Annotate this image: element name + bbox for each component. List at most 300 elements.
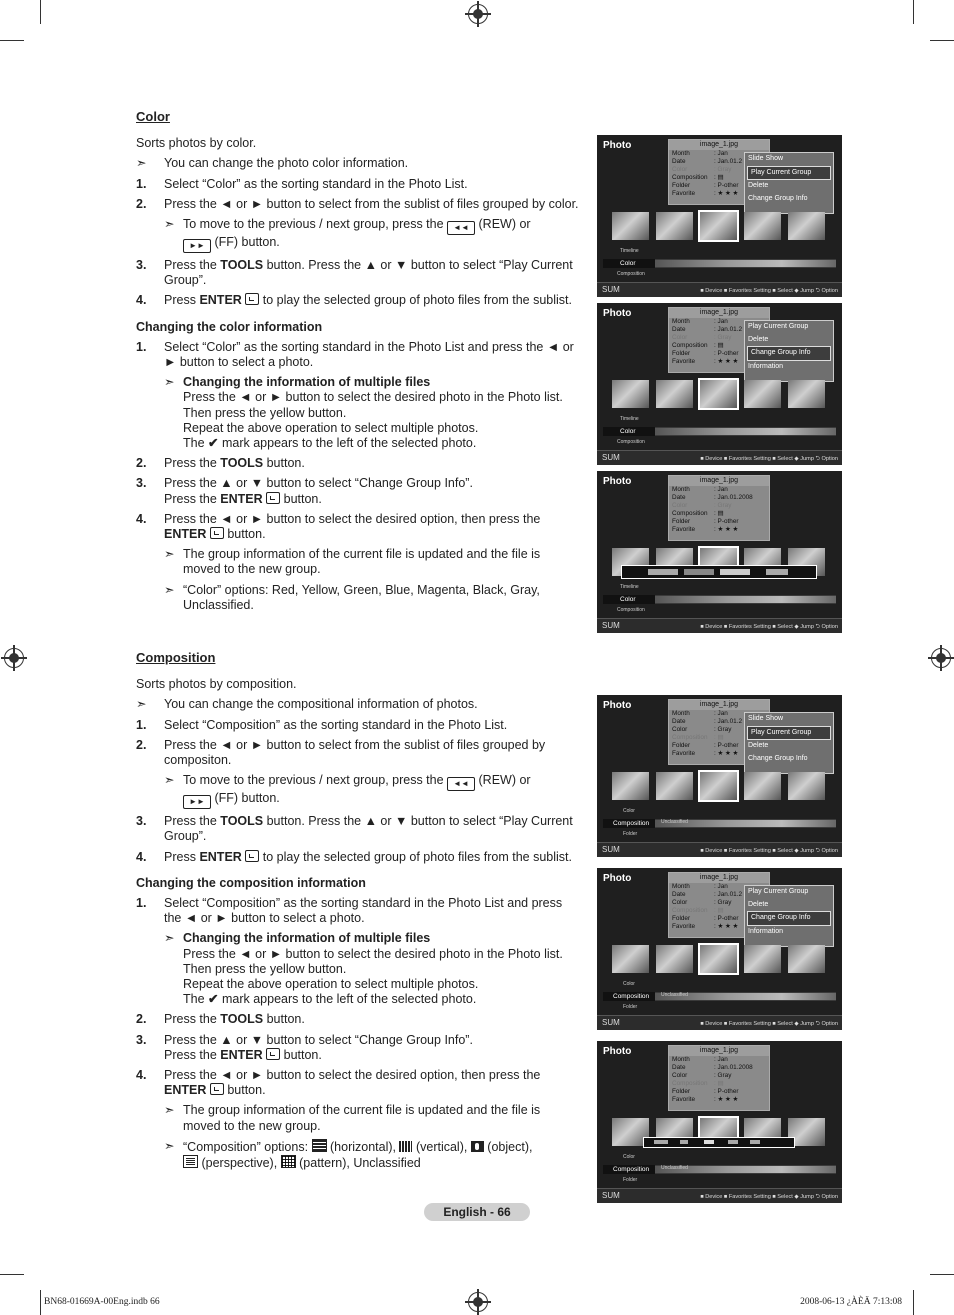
multi-files-note xyxy=(164,931,581,1007)
file-info-table xyxy=(672,150,742,198)
info-value: : Gray xyxy=(714,502,732,509)
screen-footer xyxy=(597,1188,842,1203)
info-value: : P-other xyxy=(714,1088,739,1095)
note-text-part: (REW) or xyxy=(475,217,531,232)
tv-screen-color-tools xyxy=(597,135,842,297)
file-info-table xyxy=(672,318,742,366)
screen-footer xyxy=(597,842,842,857)
step-text-part: button. xyxy=(280,1047,322,1062)
sum-label: SUM xyxy=(602,1018,620,1027)
note-text xyxy=(183,773,531,809)
registration-mark-icon xyxy=(468,1292,488,1312)
arrow-icon: ➣ xyxy=(136,697,147,712)
info-value: : Jan xyxy=(714,1056,728,1063)
step-text: Press the ◄ or ► button to select the desired option, then press the xyxy=(164,1068,541,1083)
composition-step-4 xyxy=(136,850,581,865)
file-info-table xyxy=(672,710,742,758)
info-label: Month xyxy=(672,710,690,717)
file-name: image_1.jpg xyxy=(669,140,769,150)
multi-line: Press the ◄ or ► button to select the desired photo in the Photo list. xyxy=(183,946,563,961)
arrow-icon: ➣ xyxy=(164,1103,175,1118)
info-value: : Jan xyxy=(714,710,728,717)
menu-item-change-group-info[interactable]: Change Group Info xyxy=(748,194,808,202)
photo-thumbnail[interactable] xyxy=(656,772,693,800)
option-swatch[interactable] xyxy=(654,1140,668,1144)
crop-mark xyxy=(0,40,24,41)
composition-step-2 xyxy=(136,738,581,809)
multi-files-note xyxy=(164,375,581,451)
file-info-panel xyxy=(668,1045,770,1111)
photo-thumbnail[interactable] xyxy=(612,772,649,800)
composition-value-icon: : ▤ xyxy=(714,510,724,517)
enter-keyword: ENTER xyxy=(199,293,242,308)
step-text-part: button. xyxy=(223,1083,266,1098)
step-body xyxy=(164,476,473,506)
step-text-part: to play the selected group of photo files from the sublist. xyxy=(259,293,572,308)
step-number: 4. xyxy=(136,849,147,864)
arrow-icon: ➣ xyxy=(164,582,175,597)
note-text-part: (REW) or xyxy=(475,773,531,788)
step-number: 3. xyxy=(136,814,147,829)
step-number: 3. xyxy=(136,1032,147,1047)
note-text: You can change the photo color information. xyxy=(164,156,409,171)
photo-thumbnail[interactable] xyxy=(788,212,825,240)
screen-footer xyxy=(597,450,842,465)
menu-item-delete[interactable]: Delete xyxy=(748,742,769,749)
photo-thumbnail[interactable] xyxy=(656,380,693,408)
info-value: : Jan.01.2008 xyxy=(714,1064,753,1071)
page-number-label: English - 66 xyxy=(424,1203,530,1221)
step-note xyxy=(164,1103,581,1133)
info-value: : P-other xyxy=(714,182,739,189)
menu-item-information[interactable]: Information xyxy=(748,362,784,370)
step-text-part: Press the xyxy=(164,258,221,273)
info-value: : Jan xyxy=(714,318,728,325)
sum-label: SUM xyxy=(602,285,620,294)
step-note xyxy=(164,773,581,809)
step-text-part: Press the xyxy=(164,1012,221,1027)
color-step-3 xyxy=(136,258,581,288)
ff-button-icon: ►► xyxy=(183,795,211,809)
color-step-4 xyxy=(136,293,581,308)
rew-button-icon: ◄◄ xyxy=(447,221,475,235)
info-label: Favorite xyxy=(672,526,696,533)
color-change-step-4 xyxy=(136,512,581,613)
crop-mark xyxy=(930,1274,954,1275)
footer-keys: ■ Device ■ Favorites Setting ■ Select ◆ Jump ⮌ Option xyxy=(700,1194,838,1200)
thumbnail-strip xyxy=(612,945,825,973)
file-name: image_1.jpg xyxy=(669,308,769,318)
step-number: 3. xyxy=(136,476,147,491)
crop-mark xyxy=(40,1290,41,1315)
menu-item-slide-show[interactable]: Slide Show xyxy=(748,715,784,722)
info-value: : Jan.01.2 xyxy=(714,718,743,725)
info-label: Month xyxy=(672,1056,690,1063)
note-text-part: (FF) button. xyxy=(211,791,280,806)
photo-thumbnail[interactable] xyxy=(612,945,649,973)
note-text xyxy=(183,1139,532,1171)
step-text: Select “Color” as the sorting standard in the Photo List. xyxy=(164,176,468,191)
photo-thumbnail[interactable] xyxy=(700,212,737,240)
file-info-table xyxy=(672,1056,753,1104)
menu-item-play-current-group[interactable]: Play Current Group xyxy=(748,888,809,895)
step-text: Press the ▲ or ▼ button to select “Change Group Info”. xyxy=(164,1032,473,1047)
rew-button-icon: ◄◄ xyxy=(447,777,475,791)
registration-mark-icon xyxy=(4,648,24,668)
info-label: Folder xyxy=(672,1088,691,1095)
unclassified-label: Unclassified xyxy=(661,1165,688,1171)
note-text-part: To move to the previous / next group, press the xyxy=(183,773,448,788)
menu-item-play-current-group[interactable]: Play Current Group xyxy=(747,166,831,181)
menu-item-slide-show[interactable]: Slide Show xyxy=(748,155,784,162)
crop-mark xyxy=(913,1290,914,1315)
info-label: Date xyxy=(672,158,686,165)
info-value: : Jan.01.2 xyxy=(714,326,743,333)
composition-value-icon: : ▤ xyxy=(714,907,724,914)
note-text-part: (FF) button. xyxy=(211,235,280,250)
sort-bar xyxy=(603,259,836,268)
info-label: Favorite xyxy=(672,1096,696,1103)
current-sort-label: Color xyxy=(603,427,655,436)
menu-item-change-group-info[interactable]: Change Group Info xyxy=(748,754,808,762)
multi-line-part: The xyxy=(183,436,209,451)
step-number: 1. xyxy=(136,896,147,911)
photo-thumbnail[interactable] xyxy=(612,212,649,240)
composition-value-icon: : ▤ xyxy=(714,174,724,181)
prev-sort-label: Timeline xyxy=(620,416,639,422)
crop-mark xyxy=(930,40,954,41)
composition-change-step-2 xyxy=(136,1012,581,1027)
info-label: Month xyxy=(672,150,690,157)
info-value: : P-other xyxy=(714,742,739,749)
info-label: Composition xyxy=(672,734,708,741)
arrow-icon: ➣ xyxy=(164,217,175,232)
arrow-icon: ➣ xyxy=(164,931,175,946)
option-swatch[interactable] xyxy=(720,569,750,575)
color-option-selector[interactable] xyxy=(621,565,817,579)
info-label: Color xyxy=(672,334,688,341)
info-label: Color xyxy=(672,1072,688,1079)
note-text-part: (horizontal), xyxy=(326,1139,400,1154)
current-sort-label: Composition xyxy=(603,1165,655,1174)
file-info-panel xyxy=(668,475,770,541)
info-label: Favorite xyxy=(672,750,696,757)
info-value: : ★ ★ ★ xyxy=(714,526,739,533)
composition-options-note xyxy=(164,1139,581,1171)
info-label: Date xyxy=(672,891,686,898)
photo-thumbnail[interactable] xyxy=(788,380,825,408)
step-note xyxy=(164,547,581,577)
screen-title: Photo xyxy=(603,1046,632,1057)
arrow-icon: ➣ xyxy=(164,547,175,562)
option-swatch[interactable] xyxy=(750,1140,760,1144)
unclassified-label: Unclassified xyxy=(661,992,688,998)
screen-title: Photo xyxy=(603,476,632,487)
step-number: 4. xyxy=(136,511,147,526)
step-text xyxy=(164,456,305,471)
option-swatch[interactable] xyxy=(728,1140,738,1144)
enter-keyword: ENTER xyxy=(199,849,242,864)
thumbnail-strip xyxy=(612,212,825,240)
horizontal-composition-icon xyxy=(312,1139,327,1152)
file-info-table xyxy=(672,486,753,534)
info-label: Favorite xyxy=(672,923,696,930)
composition-value-icon: : ▤ xyxy=(714,342,724,349)
info-value: : Gray xyxy=(714,1072,732,1079)
multi-line: Then press the yellow button. xyxy=(183,961,347,976)
note-text: “Color” options: Red, Yellow, Green, Blue, Magenta, Black, Gray, Unclassified. xyxy=(183,582,540,612)
info-label: Date xyxy=(672,326,686,333)
color-change-step-1 xyxy=(136,340,581,451)
info-value: : Jan.01.2 xyxy=(714,891,743,898)
info-label: Composition xyxy=(672,907,708,914)
step-body xyxy=(164,340,581,451)
multi-line: Press the ◄ or ► button to select the desired photo in the Photo list. xyxy=(183,390,563,405)
pattern-composition-icon xyxy=(281,1155,296,1168)
step-text-part: Press the xyxy=(164,814,221,829)
step-number: 1. xyxy=(136,339,147,354)
step-text: Select “Composition” as the sorting standard in the Photo List. xyxy=(164,717,508,732)
info-label: Date xyxy=(672,1064,686,1071)
tools-keyword: TOOLS xyxy=(220,456,264,471)
crop-mark xyxy=(40,0,41,24)
info-value: : Gray xyxy=(714,334,732,341)
composition-change-step-1 xyxy=(136,896,581,1007)
sum-label: SUM xyxy=(602,1191,620,1200)
info-value: : Jan.01.2008 xyxy=(714,494,753,501)
composition-value-icon: : ▤ xyxy=(714,1080,724,1087)
arrow-icon: ➣ xyxy=(164,773,175,788)
info-value: : ★ ★ ★ xyxy=(714,923,739,930)
multi-line xyxy=(183,992,563,1007)
info-label: Color xyxy=(672,166,688,173)
prev-sort-label: Timeline xyxy=(620,584,639,590)
step-text-part: button. Press the ▲ or ▼ button to select “Play Current Group”. xyxy=(164,258,573,288)
option-swatch[interactable] xyxy=(684,569,714,575)
screen-footer xyxy=(597,282,842,297)
next-sort-label: Composition xyxy=(617,607,645,613)
photo-thumbnail[interactable] xyxy=(744,212,781,240)
note-text: The group information of the current file is updated and the file is moved to the new group. xyxy=(183,547,541,577)
info-value: : P-other xyxy=(714,350,739,357)
photo-thumbnail[interactable] xyxy=(656,945,693,973)
info-label: Composition xyxy=(672,510,708,517)
step-text: Press the ◄ or ► button to select the desired option, then press the xyxy=(164,511,541,526)
check-mark-icon: ✔ xyxy=(208,992,219,1007)
option-swatch[interactable] xyxy=(648,569,678,575)
sort-bar xyxy=(603,427,836,436)
step-number: 2. xyxy=(136,456,147,471)
photo-thumbnail[interactable] xyxy=(744,380,781,408)
note-text: The group information of the current file is updated and the file is moved to the new group. xyxy=(183,1103,541,1133)
current-sort-label: Color xyxy=(603,595,655,604)
photo-thumbnail[interactable] xyxy=(700,380,737,408)
next-sort-label: Folder xyxy=(623,1004,638,1010)
option-swatch[interactable] xyxy=(766,569,788,575)
arrow-icon: ➣ xyxy=(164,375,175,390)
step-note xyxy=(164,217,579,253)
note-text-part: (pattern), Unclassified xyxy=(295,1156,421,1171)
step-body xyxy=(164,197,579,253)
composition-step-1 xyxy=(136,718,581,733)
info-label: Folder xyxy=(672,518,691,525)
screen-title: Photo xyxy=(603,140,632,151)
color-step-1 xyxy=(136,177,581,192)
enter-button-icon xyxy=(266,492,280,504)
info-value: : Gray xyxy=(714,726,732,733)
composition-option-selector[interactable] xyxy=(643,1137,795,1148)
footer-keys: ■ Device ■ Favorites Setting ■ Select ◆ Jump ⮌ Option xyxy=(700,624,838,630)
tv-screen-composition-change-info xyxy=(597,868,842,1030)
step-number: 1. xyxy=(136,717,147,732)
step-text-part: Press xyxy=(164,293,200,308)
group-strip[interactable] xyxy=(655,596,836,603)
photo-thumbnail[interactable] xyxy=(744,945,781,973)
step-text xyxy=(164,814,581,844)
step-body xyxy=(164,1068,581,1171)
sum-label: SUM xyxy=(602,845,620,854)
step-text-part: button. xyxy=(263,1012,305,1027)
step-text-part: Press the xyxy=(164,456,221,471)
photo-thumbnail[interactable] xyxy=(612,380,649,408)
menu-item-delete[interactable]: Delete xyxy=(748,335,769,343)
prev-sort-label: Color xyxy=(623,1154,635,1160)
sum-label: SUM xyxy=(602,621,620,630)
info-label: Color xyxy=(672,899,688,906)
current-sort-label: Composition xyxy=(603,819,655,828)
tv-screen-color-select-option xyxy=(597,471,842,633)
enter-keyword: ENTER xyxy=(220,1047,263,1062)
print-footer-left: BN68-01669A-00Eng.indb 66 xyxy=(44,1297,160,1307)
multi-files-title: Changing the information of multiple files xyxy=(183,375,431,390)
tools-menu xyxy=(744,320,834,382)
prev-sort-label: Color xyxy=(623,808,635,814)
file-info-table xyxy=(672,883,742,931)
sort-bar xyxy=(603,819,836,828)
menu-item-play-current-group[interactable]: Play Current Group xyxy=(748,323,809,330)
sort-bar xyxy=(603,1165,836,1174)
color-change-step-3 xyxy=(136,476,581,506)
step-body xyxy=(164,738,581,809)
tools-menu xyxy=(744,885,834,947)
enter-button-icon xyxy=(210,1083,224,1095)
footer-keys: ■ Device ■ Favorites Setting ■ Select ◆ Jump ⮌ Option xyxy=(700,456,838,462)
sort-bar xyxy=(603,595,836,604)
tools-menu xyxy=(744,152,834,214)
menu-item-change-group-info[interactable]: Change Group Info xyxy=(747,346,831,361)
perspective-composition-icon xyxy=(183,1155,198,1168)
step-number: 2. xyxy=(136,196,147,211)
next-sort-label: Folder xyxy=(623,1177,638,1183)
tv-screen-color-change-info xyxy=(597,303,842,465)
step-text-part: Press xyxy=(164,849,200,864)
info-value: : Gray xyxy=(714,899,732,906)
photo-thumbnail[interactable] xyxy=(744,772,781,800)
menu-item-play-current-group[interactable]: Play Current Group xyxy=(747,726,831,741)
photo-thumbnail[interactable] xyxy=(656,212,693,240)
enter-button-icon xyxy=(245,293,259,305)
note-text-part: (vertical), xyxy=(412,1139,471,1154)
info-value: : Jan xyxy=(714,486,728,493)
step-number: 2. xyxy=(136,737,147,752)
info-label: Folder xyxy=(672,915,691,922)
photo-thumbnail[interactable] xyxy=(700,945,737,973)
group-strip[interactable] xyxy=(655,428,836,435)
vertical-composition-icon xyxy=(399,1141,412,1152)
info-label: Date xyxy=(672,718,686,725)
option-swatch[interactable] xyxy=(680,1140,688,1144)
thumbnail-strip xyxy=(612,772,825,800)
info-value: : ★ ★ ★ xyxy=(714,1096,739,1103)
footer-keys: ■ Device ■ Favorites Setting ■ Select ◆ Jump ⮌ Option xyxy=(700,1021,838,1027)
menu-item-delete[interactable]: Delete xyxy=(748,900,769,908)
color-intro: Sorts photos by color. xyxy=(136,136,257,151)
option-swatch[interactable] xyxy=(704,1140,714,1144)
enter-keyword: ENTER xyxy=(164,527,207,542)
tools-menu xyxy=(744,712,834,774)
step-text-part: to play the selected group of photo files from the sublist. xyxy=(259,849,572,864)
step-text: Select “Composition” as the sorting standard in the Photo List and press the ◄ or ► button to select a photo. xyxy=(164,896,563,926)
photo-thumbnail[interactable] xyxy=(700,772,737,800)
step-text-part: button. Press the ▲ or ▼ button to select “Play Current Group”. xyxy=(164,814,573,844)
print-footer-right: 2008-06-13 ¿ÀÈÄ 7:13:08 xyxy=(800,1297,902,1307)
color-options-note xyxy=(164,583,581,613)
footer-keys: ■ Device ■ Favorites Setting ■ Select ◆ Jump ⮌ Option xyxy=(700,288,838,294)
info-label: Folder xyxy=(672,350,691,357)
group-strip[interactable] xyxy=(655,260,836,267)
step-number: 2. xyxy=(136,1012,147,1027)
info-value: : Jan.01.2 xyxy=(714,158,743,165)
info-value: : Gray xyxy=(714,166,732,173)
note-text xyxy=(183,217,531,253)
menu-item-delete[interactable]: Delete xyxy=(748,182,769,189)
screen-title: Photo xyxy=(603,873,632,884)
info-label: Color xyxy=(672,726,688,733)
multi-line-part: mark appears to the left of the selected photo. xyxy=(218,992,477,1007)
composition-change-step-3 xyxy=(136,1033,581,1063)
info-value: : Jan xyxy=(714,150,728,157)
sum-label: SUM xyxy=(602,453,620,462)
info-label: Composition xyxy=(672,342,708,349)
step-number: 1. xyxy=(136,176,147,191)
menu-item-information[interactable]: Information xyxy=(748,927,784,935)
composition-change-heading: Changing the composition information xyxy=(136,875,366,890)
crop-mark xyxy=(913,0,914,24)
step-body xyxy=(164,896,581,1007)
check-mark-icon: ✔ xyxy=(208,436,219,451)
info-label: Month xyxy=(672,486,690,493)
composition-change-step-4 xyxy=(136,1068,581,1171)
enter-button-icon xyxy=(266,1048,280,1060)
menu-item-change-group-info[interactable]: Change Group Info xyxy=(747,911,831,926)
step-text xyxy=(164,258,581,288)
step-text-part: button. xyxy=(223,527,266,542)
tools-keyword: TOOLS xyxy=(220,1012,264,1027)
registration-mark-icon xyxy=(931,648,951,668)
object-composition-icon xyxy=(471,1141,484,1152)
current-sort-label: Color xyxy=(603,259,655,268)
tv-screen-composition-select-option xyxy=(597,1041,842,1203)
composition-intro: Sorts photos by composition. xyxy=(136,677,297,692)
next-sort-label: Composition xyxy=(617,271,645,277)
step-text-part: Press the xyxy=(164,491,221,506)
photo-thumbnail[interactable] xyxy=(788,772,825,800)
step-text xyxy=(164,850,572,865)
arrow-icon: ➣ xyxy=(164,1138,175,1153)
color-change-step-2 xyxy=(136,456,581,471)
photo-thumbnail[interactable] xyxy=(788,945,825,973)
prev-sort-label: Timeline xyxy=(620,248,639,254)
